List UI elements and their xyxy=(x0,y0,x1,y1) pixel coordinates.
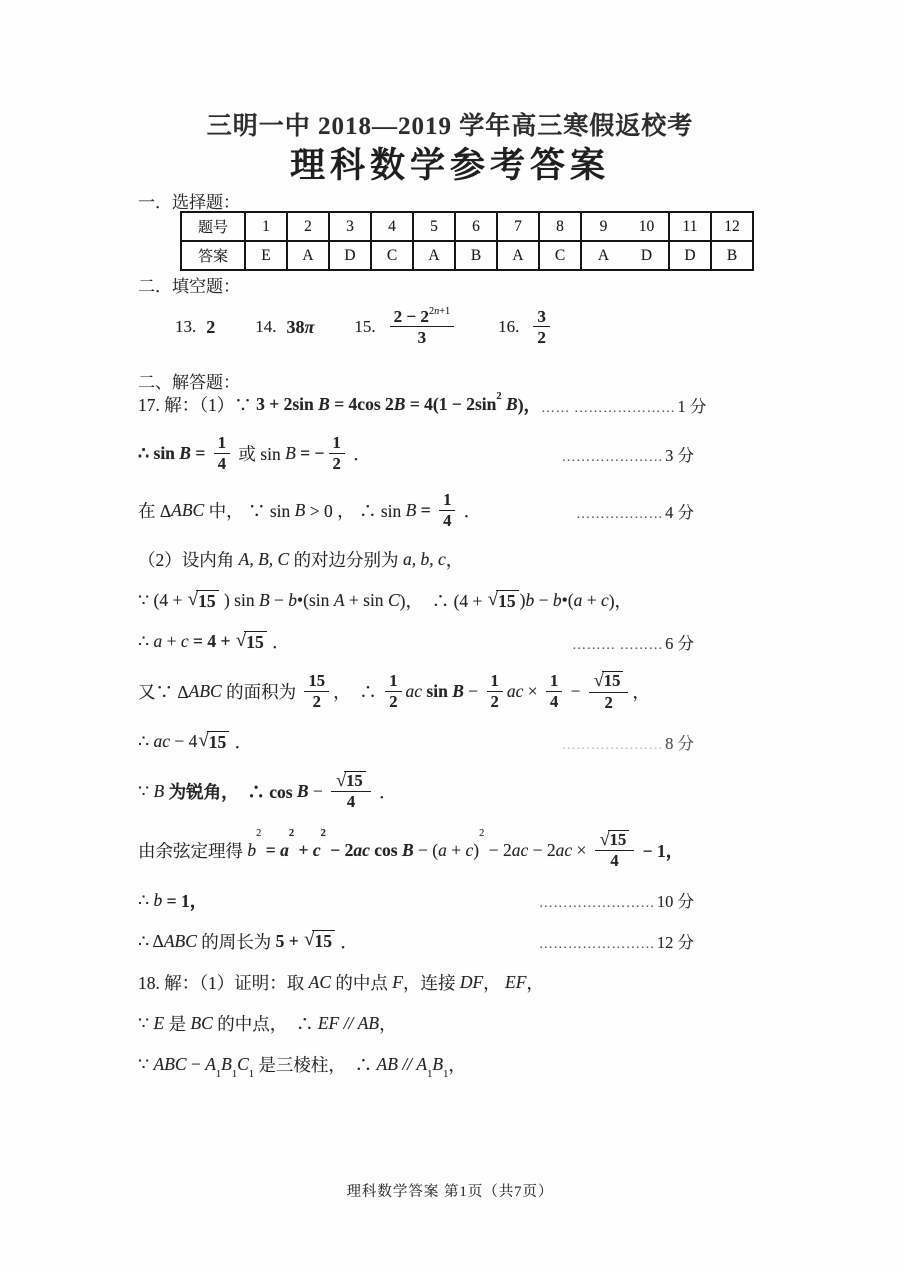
answer-table-cell: B xyxy=(711,241,753,270)
answer-table-cell: A xyxy=(497,241,539,270)
solution-line xyxy=(138,929,694,954)
solution-line xyxy=(138,970,694,995)
solution-line xyxy=(138,1011,694,1036)
solution-line xyxy=(138,670,694,713)
answer-table-cell: C xyxy=(371,241,413,270)
blank-answer-item xyxy=(354,306,458,348)
solution-math: 又∵ Δ ABC 的面积为 $\frac{15}{2}$ ， ∴ $\frac{1}{2}$ ac sin B − $\frac{1}{2}$ ac × $\frac{1}{4}$ − √ 15 2 ， xyxy=(138,670,650,712)
subscript: 1 xyxy=(443,1068,449,1080)
answer-table-cell: D xyxy=(669,241,711,270)
blank-answer-label: 16. xyxy=(498,317,520,336)
solution-line xyxy=(138,729,694,754)
score-marker xyxy=(562,442,694,466)
solution-math: （2）设内角 A, B, C 的对边分别为 a, b, c ， xyxy=(138,549,464,571)
solution-line xyxy=(138,770,694,813)
sqrt-radical: √ 15 xyxy=(600,830,629,850)
sqrt-radical: √ 15 xyxy=(198,731,229,753)
solution-math: ∵ ABC − A 1 B 1 C 1 是三棱柱， ∴ AB // A 1 B 1 ， xyxy=(138,1053,466,1080)
fraction: $\frac{15}{2}$ xyxy=(304,672,329,711)
score-marker xyxy=(572,630,694,654)
answer-table-cell: 4 xyxy=(371,212,413,241)
answer-key-title: 理科数学参考答案 xyxy=(289,146,610,185)
fraction: $\frac{1}{4}$ xyxy=(546,672,562,711)
solution-math: 18. 解：（1）证明：取 AC 的中点 F ，连接 DF ， EF ， xyxy=(138,971,544,993)
answer-table-cell: 10 xyxy=(625,212,669,241)
subscript: 1 xyxy=(427,1068,433,1080)
radical-sign: √ xyxy=(198,729,209,751)
score-label: 4 分 xyxy=(665,502,694,522)
fraction: $\frac{1}{4}$ xyxy=(214,434,230,473)
score-marker xyxy=(539,888,694,912)
dot-leader: ………………… xyxy=(561,737,664,753)
solution-math: ∵ B 为锐角， ∴ cos B − √ 15 4 ． xyxy=(138,770,397,812)
page-footer: 理科数学答案 第1页（共7页） xyxy=(346,1184,554,1200)
answer-table-cell: A xyxy=(413,241,455,270)
fraction: $\frac{3}{2}$ xyxy=(533,307,550,347)
blank-answer-item xyxy=(255,317,314,338)
radical-sign: √ xyxy=(336,770,347,791)
subscript: 1 xyxy=(215,1068,222,1080)
sqrt-radical: √ 15 xyxy=(488,590,519,612)
answer-table-cell: 12 xyxy=(711,212,753,241)
answer-table-cell: 1 xyxy=(245,212,287,241)
solution-math: 在 Δ ABC 中， ∵ sin B > 0 ， ∴ sin B = $\frac{1}{4}$ ． xyxy=(138,490,482,530)
answer-table-cell: D xyxy=(329,241,371,270)
solution-math: ∵ E 是 BC 的中点， ∴ EF // AB ， xyxy=(138,1012,397,1034)
solution-line xyxy=(138,629,694,654)
section-blank-heading: 二．填空题： xyxy=(138,277,240,296)
score-label: 3 分 xyxy=(665,445,694,465)
answer-table-cell: 5 xyxy=(413,212,455,241)
answer-table-cell: 11 xyxy=(669,212,711,241)
fraction: √ 15 4 xyxy=(331,771,370,812)
table-row-qnums xyxy=(181,212,753,241)
radical-sign: √ xyxy=(599,828,610,849)
radical-sign: √ xyxy=(304,929,315,951)
score-marker xyxy=(541,393,706,417)
solution-line xyxy=(138,588,694,613)
radical-sign: √ xyxy=(593,670,604,691)
blank-answer-label: 14. xyxy=(255,317,277,336)
blank-answer-value: 38 π xyxy=(286,316,315,337)
answer-table-cell: E xyxy=(245,241,287,270)
answer-table-cell: A xyxy=(287,241,329,270)
fraction: $\frac{1}{2}$ xyxy=(487,672,503,711)
score-marker xyxy=(539,929,694,953)
sqrt-radical: √ 15 xyxy=(188,590,219,612)
answer-table-cell: 9 xyxy=(581,212,625,241)
answer-table-cell: D xyxy=(625,241,669,270)
sqrt-radical: √ 15 xyxy=(236,631,267,653)
dot-leader: ……………… xyxy=(576,506,664,522)
answer-table-cell: 8 xyxy=(539,212,581,241)
solution-line xyxy=(138,490,694,531)
superscript: 2 xyxy=(479,827,485,839)
score-marker xyxy=(562,730,694,754)
score-marker xyxy=(576,499,694,523)
dot-leader: ………………… xyxy=(561,449,664,465)
solution-line xyxy=(138,829,694,872)
dot-leader: …………………… xyxy=(538,937,655,953)
solution-math: ∴ b = 1， xyxy=(138,889,208,911)
answer-table-cell: 2 xyxy=(287,212,329,241)
fraction: $\frac{1}{4}$ xyxy=(439,491,455,530)
fraction: $\frac{1}{2}$ xyxy=(385,672,401,711)
solution-math: ∵ (4 + √ 15 ) sin B − b •(sin A + sin C )， ∴ (4 + √ 15 ) b − b •( a + c )， xyxy=(138,588,633,612)
blank-answer-value: 2 xyxy=(206,316,216,337)
score-label: 12 分 xyxy=(656,933,694,953)
radical-sign: √ xyxy=(235,629,247,651)
superscript: 2n+1 xyxy=(428,305,451,317)
sqrt-radical: √ 15 xyxy=(304,930,335,952)
solution-line xyxy=(138,391,707,417)
solution-line xyxy=(138,433,694,474)
score-label: 6 分 xyxy=(665,633,694,653)
section-choice-heading: 一．选择题： xyxy=(138,193,240,212)
blank-answer-label: 15. xyxy=(354,317,376,336)
answer-table-cell: 题号 xyxy=(181,212,245,241)
choice-answer-table xyxy=(180,211,754,271)
answer-table-cell: A xyxy=(581,241,625,270)
solution-math: 17. 解：（1）∵ 3 + 2sin B = 4cos 2 B = 4(1 − 2sin 2 B )， xyxy=(138,391,542,415)
sqrt-radical: √ 15 xyxy=(336,771,365,791)
blank-answer-value xyxy=(529,306,554,348)
radical-sign: √ xyxy=(187,588,199,610)
answer-table-cell: 7 xyxy=(497,212,539,241)
fill-blank-answers xyxy=(175,296,554,358)
score-label: 1 分 xyxy=(677,396,707,416)
superscript: 2 xyxy=(320,827,326,839)
solution-line xyxy=(138,547,694,572)
score-label: 8 分 xyxy=(665,733,694,753)
answer-table-cell: B xyxy=(455,241,497,270)
solution-line xyxy=(138,888,694,913)
fraction: 2 − 2 2n+1 3 xyxy=(390,307,455,347)
solution-line xyxy=(138,1052,694,1080)
fraction: $\frac{1}{2}$ xyxy=(329,434,345,473)
superscript: 2 xyxy=(288,827,295,839)
superscript: 2 xyxy=(496,391,502,402)
fraction: √ 15 2 xyxy=(589,671,628,712)
subscript: 1 xyxy=(231,1068,238,1080)
score-label: 10 分 xyxy=(656,892,694,912)
solution-math: ∴ a + c = 4 + √ 15 ． xyxy=(138,629,290,653)
exam-title: 三明一中 2018—2019 学年高三寒假返校考 xyxy=(206,113,694,140)
solution-math: ∴ Δ ABC 的周长为 5 + √ 15 ． xyxy=(138,929,358,952)
blank-answer-item xyxy=(498,306,554,348)
solution-math: ∴ ac − 4 √ 15 ． xyxy=(138,729,253,753)
answer-table-cell: 6 xyxy=(455,212,497,241)
section-solution-heading: 二、解答题： xyxy=(138,373,240,392)
superscript: 2 xyxy=(256,827,262,839)
solution-math: ∴ sin B = $\frac{1}{4}$ 或 sin B = − $\frac{1}{2}$ ． xyxy=(138,433,371,473)
subscript: 1 xyxy=(248,1068,255,1080)
sqrt-radical: √ 15 xyxy=(594,671,623,691)
blank-answer-item xyxy=(175,317,215,338)
blank-answer-value xyxy=(386,306,459,348)
answer-table-cell: 3 xyxy=(329,212,371,241)
solution-math: 由余弦定理得 b 2 = a 2 + c 2 − 2 ac cos B − ( a + c ) 2 − 2 ac − 2 ac × √ 15 4 − 1， xyxy=(138,827,684,870)
table-row-answers xyxy=(181,241,753,270)
dot-leader: …… ………………… xyxy=(541,400,676,416)
radical-sign: √ xyxy=(487,588,499,610)
blank-answer-label: 13. xyxy=(175,317,197,336)
dot-leader: ……… ……… xyxy=(572,637,664,653)
fraction: √ 15 4 xyxy=(595,830,634,871)
dot-leader: …………………… xyxy=(538,896,655,912)
answer-table-cell: 答案 xyxy=(181,241,245,270)
answer-table-cell: C xyxy=(539,241,581,270)
solution-section xyxy=(138,391,707,1093)
